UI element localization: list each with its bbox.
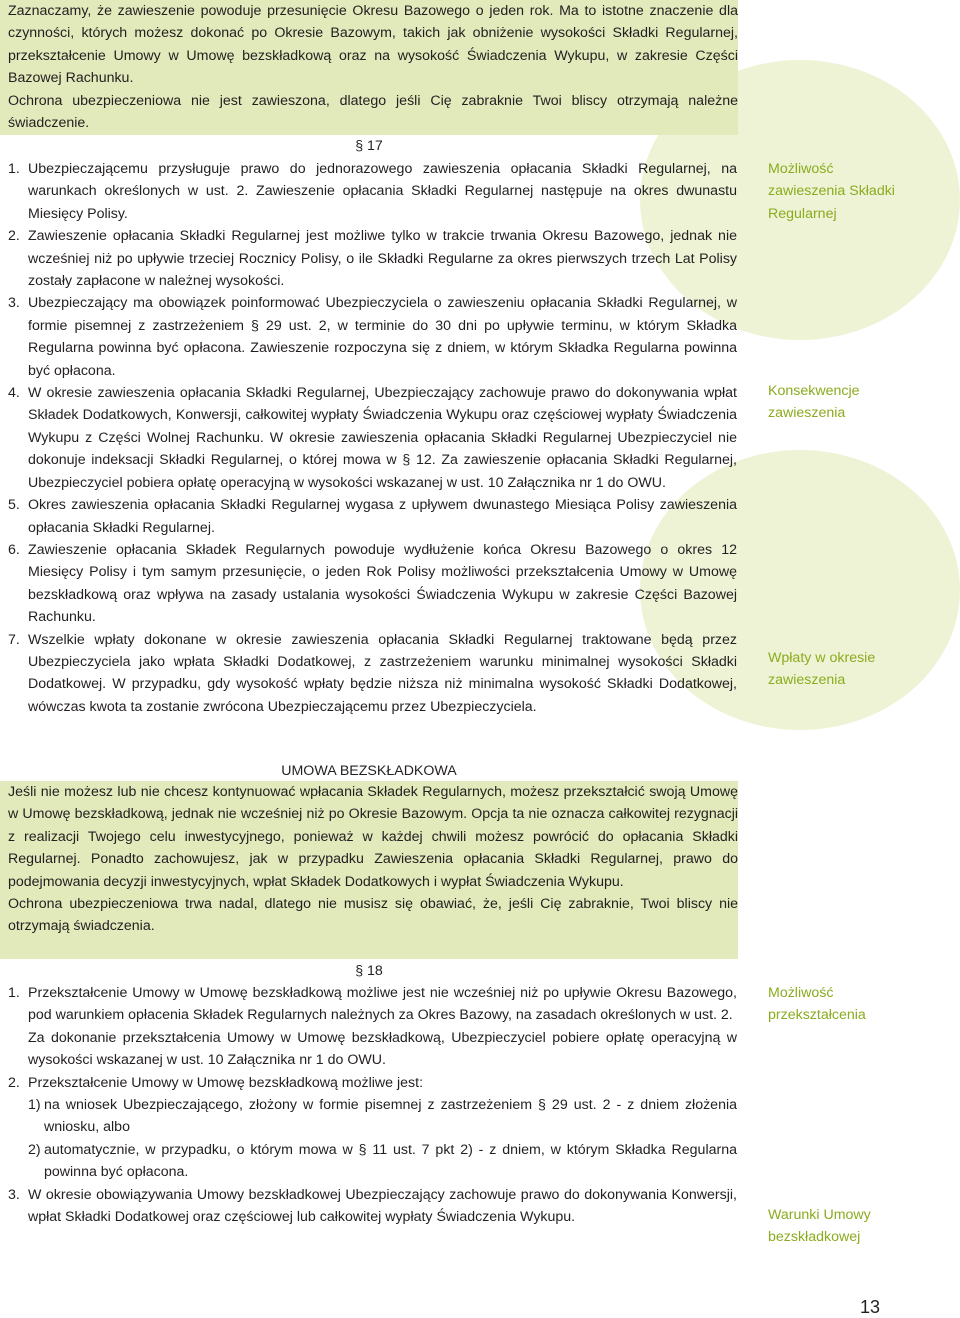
list-item: 2. Przekształcenie Umowy w Umowę bezskładkową możliwe jest: <box>8 1074 424 1091</box>
list-item: 4. W okresie zawieszenia opłacania Składki Regularnej, Ubezpieczający zachowuje prawo do dokonywania wpłat Składek Dodatkowych, Konwersji, całkowitej wypłaty Świadczenia Wykupu oraz częściowej wypłaty Świadczenia Wykupu z Części Wolnej Rachunku. W okresie zawieszenia opłacania Składki Regularnej Ubezpieczyciel nie dokonuje indeksacji Składki Regularnej, o której mowa w § 12. Za zawieszenie opłacania Składki Regularnej, Ubezpieczyciel pobiera opłatę operacyjną w wysokości wskazanej w ust. 10 Załącznika nr 1 do OWU. <box>8 385 737 491</box>
page-number: 13 <box>860 1297 881 1317</box>
list-item: 7. Wszelkie wpłaty dokonane w okresie zawieszenia opłacania Składki Regularnej traktowane będą przez Ubezpieczyciela jako wpłata Składki Dodatkowej, z zastrzeżeniem warunku minimalnej wysokości Składki Dodatkowej. W przypadku, gdy wysokość wpłaty będzie niższa niż minimalna wysokość Składki Dodatkowej, wówczas kwota ta zostanie zwrócona Ubezpieczającemu przez Ubezpieczyciela. <box>8 631 737 715</box>
side-note-suspension-possibility: Możliwość zawieszenia Składki Regularnej <box>768 161 895 222</box>
section-mark-17: § 17 <box>355 138 383 154</box>
side-note-non-premium-terms: Warunki Umowy bezskładkowej <box>768 1207 871 1246</box>
info-paragraph: Zaznaczamy, że zawieszenie powoduje przesunięcie Okresu Bazowego o jeden rok. Ma to istotne znaczenie dla czynności, których możesz dokonać po Okresie Bazowym, takich jak obniżenie wysokości Składki Regularnej, przekształcenie Umowy w Umowę bezskładkową oraz na wysokość Świadczenia Wykupu, w zakresie Części Bazowej Rachunku. <box>8 3 738 87</box>
section-17-body <box>8 158 737 718</box>
side-note-suspension-consequences: Konsekwencje zawieszenia <box>768 383 860 422</box>
list-item: 3. W okresie obowiązywania Umowy bezskładkowej Ubezpieczający zachowuje prawo do dokonywania Konwersji, wpłat Składki Dodatkowej oraz częściowej lub całkowitej wypłaty Świadczenia Wykupu. <box>8 1186 737 1226</box>
info-paragraph: Jeśli nie możesz lub nie chcesz kontynuować wpłacania Składek Regularnych, możesz przekształcić swoją Umowę w Umowę bezskładkową, jednak nie wcześniej niż po Okresie Bazowym. Opcja ta nie oznacza całkowitej rezygnacji z realizacji Twojego celu inwestycyjnego, ponieważ w każdej chwili możesz powrócić do opłacania Składki Regularnej. Ponadto zachowujesz, jak w przypadku Zawieszenia opłacania Składki Regularnej, prawo do podejmowania decyzji inwestycyjnych, wpłat Składek Dodatkowych i wypłat Świadczenia Wykupu. <box>8 784 738 890</box>
list-item: 3. Ubezpieczający ma obowiązek poinformować Ubezpieczyciela o zawieszeniu opłacania Składki Regularnej, w formie pisemnej z zastrzeżeniem § 29 ust. 2, w terminie do 30 dni po upływie terminu, w którym Składka Regularna powinna być opłacona. Zawieszenie rozpoczyna się z dniem, w którym Składka Regularna powinna być opłacona. <box>8 295 737 379</box>
info-paragraph: Ochrona ubezpieczeniowa trwa nadal, dlatego nie musisz się obawiać, że, jeśli Cię zabraknie, Twoi bliscy nie otrzymają świadczenia. <box>8 896 738 935</box>
info-box-suspension <box>0 0 738 135</box>
info-paragraph: Ochrona ubezpieczeniowa nie jest zawieszona, dlatego jeśli Cię zabraknie Twoi bliscy otrzymają należne świadczenie. <box>8 92 738 132</box>
section-heading: UMOWA BEZSKŁADKOWA <box>281 763 457 779</box>
side-note-conversion-possibility: Możliwość przekształcenia <box>768 985 866 1024</box>
section-mark-18: § 18 <box>355 963 383 979</box>
side-note-payments-during-suspension: Wpłaty w okresie zawieszenia <box>768 650 876 689</box>
list-item: 5. Okres zawieszenia opłacania Składki Regularnej wygasa z upływem dwunastego Miesiąca Polisy zawieszenia opłacania Składki Regularnej. <box>8 497 737 536</box>
list-item: 1. Ubezpieczającemu przysługuje prawo do jednorazowego zawieszenia opłacania Składki Regularnej, na warunkach określonych w ust. 2. Zawieszenie opłacania Składki Regularnej następuje na okres dwunastu Miesięcy Polisy. <box>8 161 737 222</box>
sub-list-item: 1) na wniosek Ubezpieczającego, złożony w formie pisemnej z zastrzeżeniem § 29 ust. 2 - z dniem złożenia wniosku, albo <box>28 1097 737 1136</box>
info-box-non-premium <box>0 781 738 959</box>
list-item: 6. Zawieszenie opłacania Składek Regularnych powoduje wydłużenie końca Okresu Bazowego o okres 12 Miesięcy Polisy i tym samym przesunięcie, o jeden Rok Polisy możliwości przekształcenia Umowy w Umowę bezskładkową oraz wpływa na zasady ustalania wysokości Świadczenia Wykupu w zakresie Części Bazowej Rachunku. <box>8 541 737 626</box>
section-18-body <box>8 982 737 1228</box>
sub-list-item: 2) automatycznie, w przypadku, o którym mowa w § 11 ust. 7 pkt 2) - z dniem, w którym Składka Regularna powinna być opłacona. <box>28 1141 737 1181</box>
list-item: 2. Zawieszenie opłacania Składki Regularnej jest możliwe tylko w trakcie trwania Okresu Bazowego, jednak nie wcześniej niż po upływie trzeciej Rocznicy Polisy, o ile Składki Regularne za okres pierwszych trzech Lat Polisy zostały zapłacone w należnej wysokości. <box>8 228 737 290</box>
list-item: 1. Przekształcenie Umowy w Umowę bezskładkową możliwe jest nie wcześniej niż po upływie Okresu Bazowego, pod warunkiem opłacenia Składek Regularnych należnych za Okres Bazowy, na zasadach określonych w ust. 2. Za dokonanie przekształcenia Umowy w Umowę bezskładkową, Ubezpieczyciel pobiere opłatę operacyjną w wysokości wskazanej w ust. 10 Załącznika nr 1 do OWU. <box>8 985 737 1069</box>
